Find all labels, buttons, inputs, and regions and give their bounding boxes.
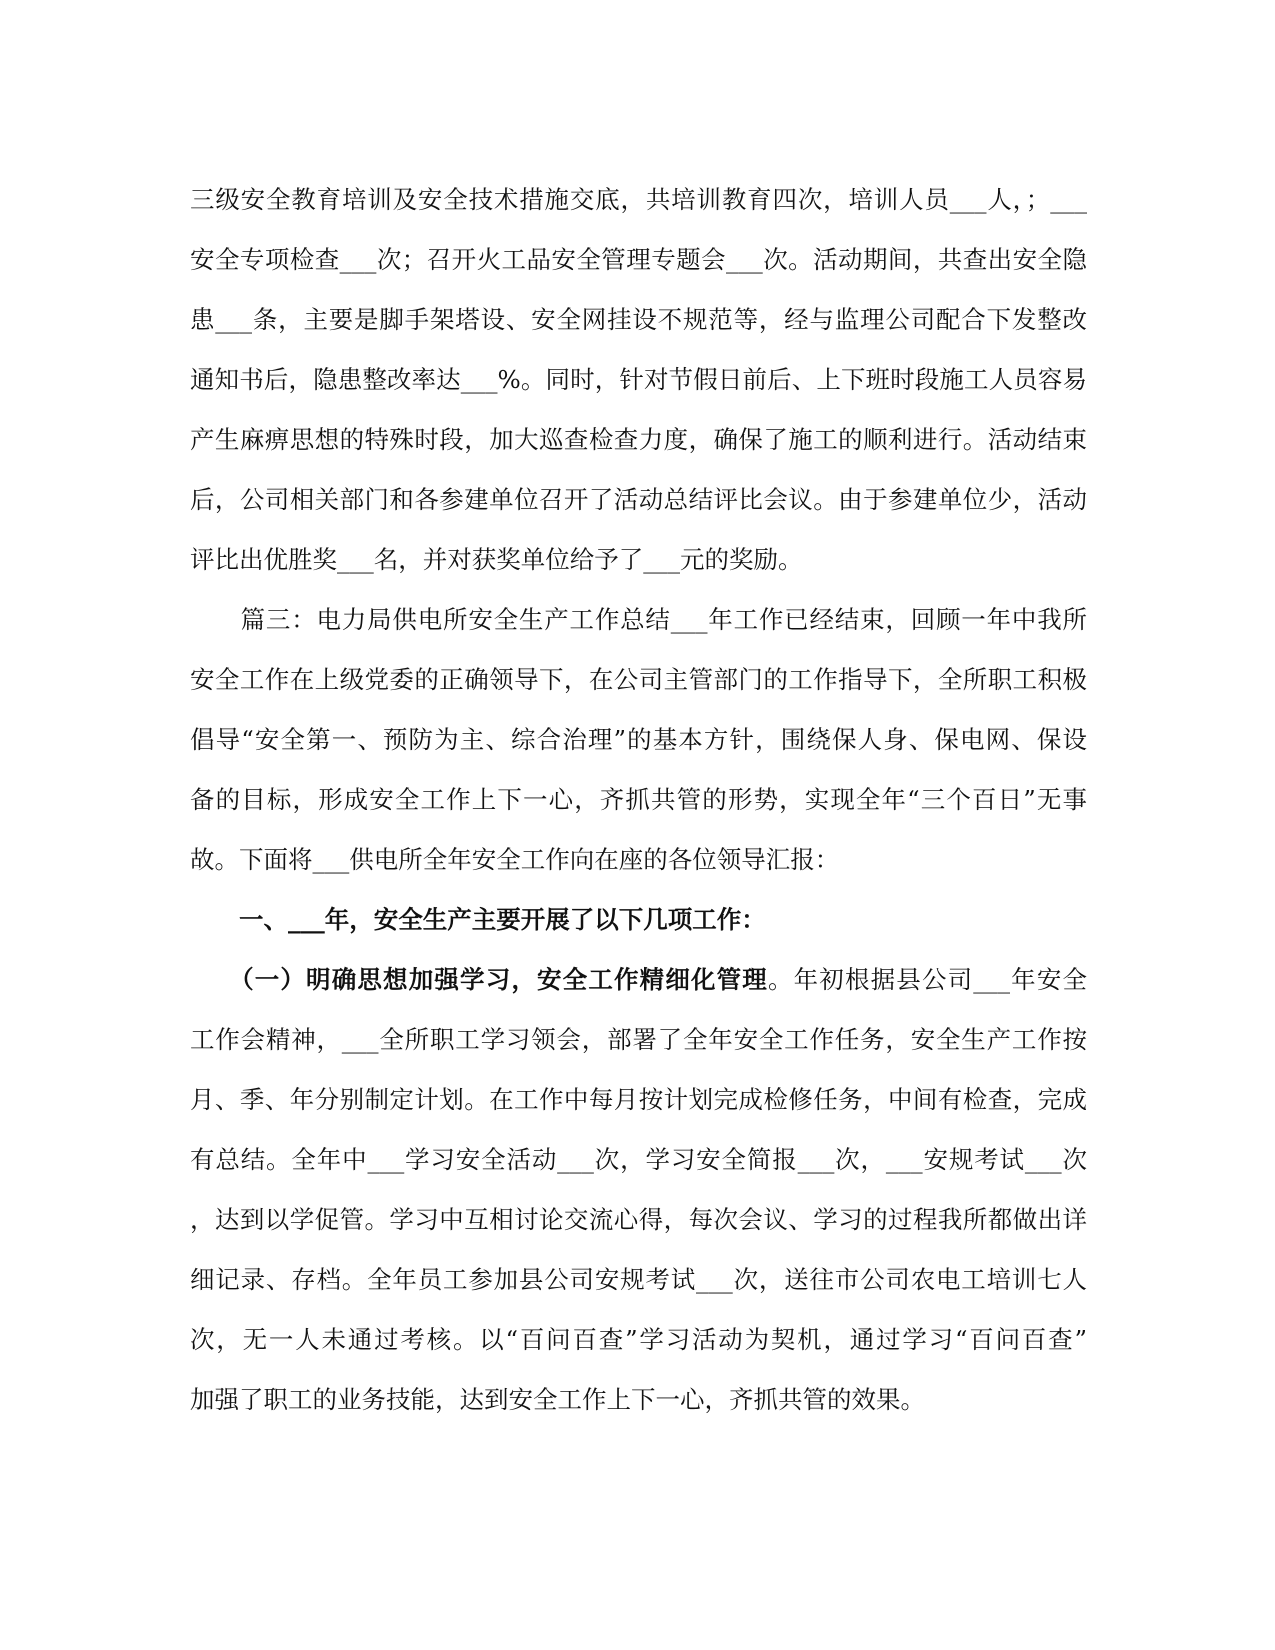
text-line-2: 安全专项检查___次；召开火工品安全管理专题会___次。活动期间，共查出安全隐: [190, 245, 1087, 274]
text-line-4: 通知书后，隐患整改率达___%。同时，针对节假日前后、上下班时段施工人员容易: [190, 365, 1087, 394]
section-heading: 一、___年，安全生产主要开展了以下几项工作：: [190, 905, 766, 934]
text-line-3: 患___条，主要是脚手架塔设、安全网挂设不规范等，经与监理公司配合下发整改: [190, 305, 1087, 334]
subsection-heading: （一）明确思想加强学习，安全工作精细化管理: [190, 965, 768, 994]
text-line-8: 篇三：电力局供电所安全生产工作总结___年工作已经结束，回顾一年中我所: [190, 605, 1087, 634]
document-body: [190, 170, 1087, 1430]
text-line-6: 后，公司相关部门和各参建单位召开了活动总结评比会议。由于参建单位少，活动: [190, 485, 1087, 514]
text-line-19: 细记录、存档。全年员工参加县公司安规考试___次，送往市公司农电工培训七人: [190, 1265, 1087, 1294]
text-line-14: [190, 950, 1087, 1010]
text-line-7: 评比出优胜奖___名，并对获奖单位给予了___元的奖励。: [190, 545, 803, 574]
text-line-11: 备的目标，形成安全工作上下一心，齐抓共管的形势，实现全年“三个百日”无事: [190, 785, 1087, 814]
text-line-1: 三级安全教育培训及安全技术措施交底，共培训教育四次，培训人员___人，；___: [190, 185, 1087, 214]
text-line-9: 安全工作在上级党委的正确领导下，在公司主管部门的工作指导下，全所职工积极: [190, 665, 1087, 694]
text-line-10: 倡导“安全第一、预防为主、综合治理”的基本方针，围绕保人身、保电网、保设: [190, 725, 1087, 754]
text-line-18: ，达到以学促管。学习中互相讨论交流心得，每次会议、学习的过程我所都做出详: [190, 1205, 1087, 1234]
text-line-12: 故。下面将___供电所全年安全工作向在座的各位领导汇报：: [190, 845, 840, 874]
text-line-21: 加强了职工的业务技能，达到安全工作上下一心，齐抓共管的效果。: [190, 1385, 925, 1414]
text-line-15: 工作会精神，___全所职工学习领会，部署了全年安全工作任务，安全生产工作按: [190, 1025, 1087, 1054]
text-line-17: 有总结。全年中___学习安全活动___次，学习安全简报___次，___安规考试___次: [190, 1145, 1087, 1174]
text-line-5: 产生麻痹思想的特殊时段，加大巡查检查力度，确保了施工的顺利进行。活动结束: [190, 425, 1087, 454]
text-line-16: 月、季、年分别制定计划。在工作中每月按计划完成检修任务，中间有检查，完成: [190, 1085, 1087, 1114]
subsection-text: 。年初根据县公司___年安全: [767, 965, 1087, 994]
text-line-20: 次，无一人未通过考核。以“百问百查”学习活动为契机，通过学习“百问百查”: [190, 1325, 1087, 1354]
